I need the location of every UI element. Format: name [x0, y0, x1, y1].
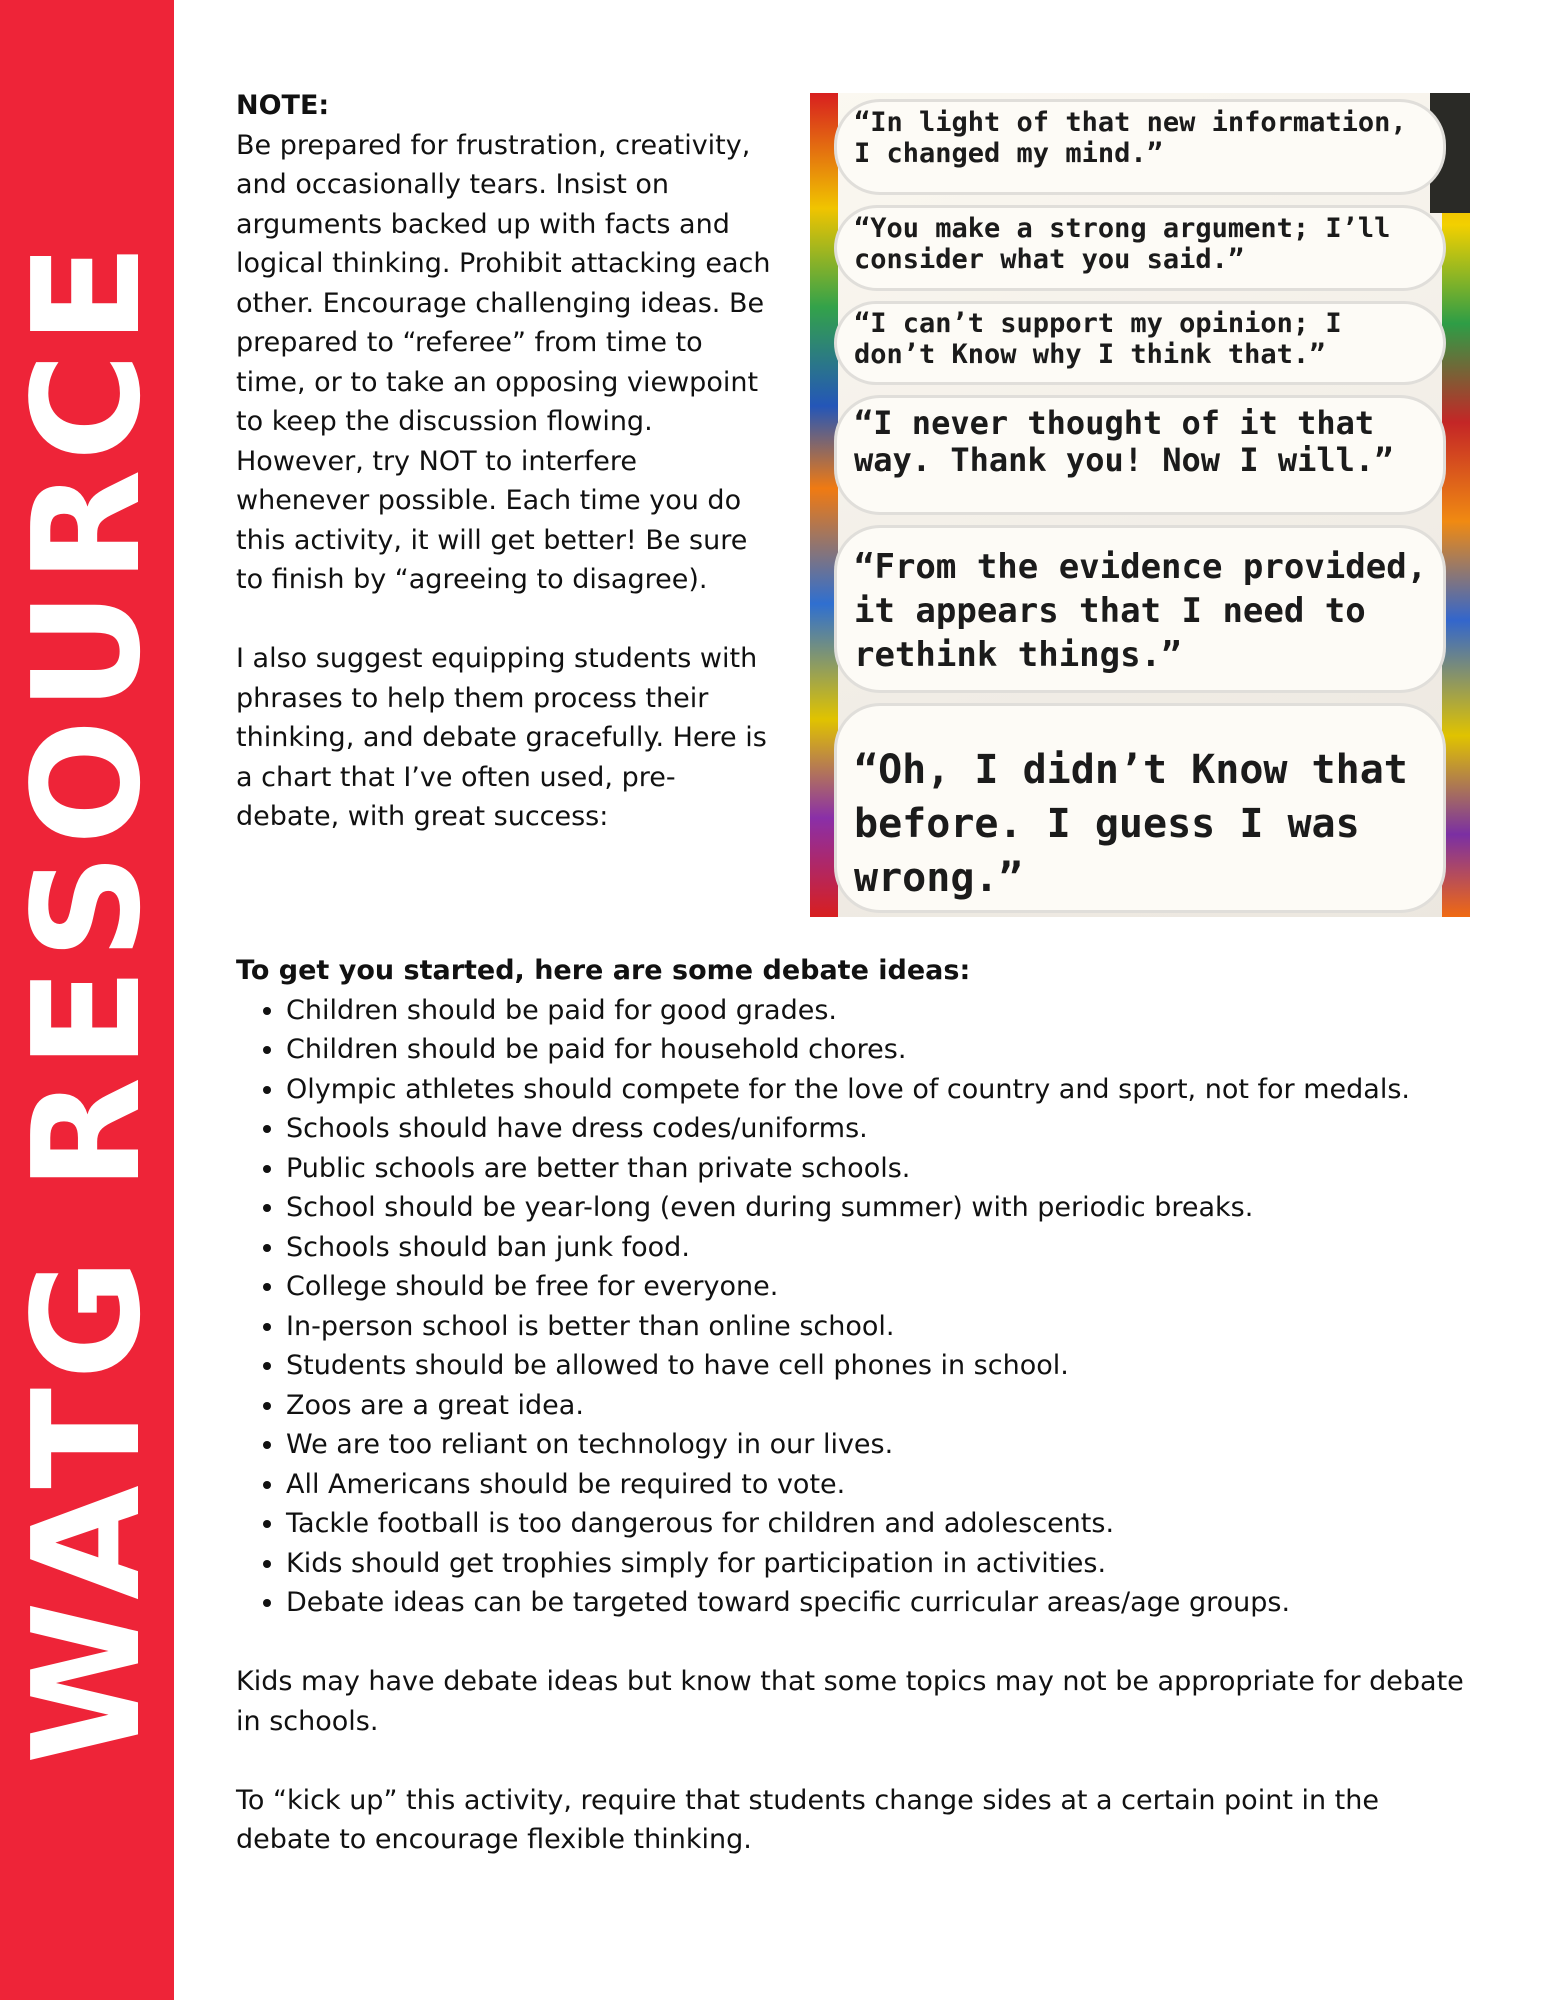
note-paragraph-phrases: I also suggest equipping students with phrases to help them process their thinking, and debate gracefully. Here is a chart that I’ve often used, pre-debate, with great success:: [236, 643, 767, 832]
chart-border-right: [1442, 93, 1470, 917]
phrase-text: “Oh, I didn’t Know that before. I guess I was wrong.”: [854, 747, 1408, 901]
list-item: • Students should be allowed to have cell phones in school.: [286, 1346, 1476, 1386]
list-item: • Schools should have dress codes/uniforms.: [286, 1109, 1476, 1149]
list-item: • Public schools are better than private schools.: [286, 1149, 1476, 1189]
spacer: [236, 1741, 1476, 1781]
phrase-text: “I never thought of it that way. Thank you! Now I will.”: [854, 404, 1394, 479]
list-item: • We are too reliant on technology in our lives.: [286, 1425, 1476, 1465]
phrase-text: “You make a strong argument; I’ll consider what you said.”: [854, 213, 1391, 276]
sidebar-title: WATG RESOURCE: [1, 235, 173, 1765]
spacer: [236, 600, 776, 640]
list-item: • Debate ideas can be targeted toward specific curricular areas/age groups.: [286, 1583, 1476, 1623]
phrase-text: “I can’t support my opinion; I don’t Know why I think that.”: [854, 308, 1342, 371]
closing-paragraph: To “kick up” this activity, require that students change sides at a certain point in the debate to encourage flexible thinking.: [236, 1784, 1379, 1855]
note-block: [236, 86, 776, 837]
list-item: • All Americans should be required to vote.: [286, 1465, 1476, 1505]
debate-phrases-chart-photo: [810, 93, 1470, 917]
closing-paragraph: Kids may have debate ideas but know that some topics may not be appropriate for debate in schools.: [236, 1666, 1464, 1737]
list-item: • Olympic athletes should compete for the love of country and sport, not for medals.: [286, 1070, 1476, 1110]
ideas-list: [236, 991, 1476, 1623]
list-item: • College should be free for everyone.: [286, 1267, 1476, 1307]
debate-ideas-section: [236, 951, 1476, 1860]
phrase-text: “From the evidence provided, it appears that I need to rethink things.”: [854, 547, 1428, 676]
list-item: • School should be year-long (even during summer) with periodic breaks.: [286, 1188, 1476, 1228]
list-item: • Schools should ban junk food.: [286, 1228, 1476, 1268]
list-item: • Kids should get trophies simply for participation in activities.: [286, 1544, 1476, 1584]
list-item: • In-person school is better than online school.: [286, 1307, 1476, 1347]
note-paragraph: Be prepared for frustration, creativity, and occasionally tears. Insist on arguments backed up with facts and logical thinking. Prohibit attacking each other. Encourage challenging ideas. Be prepared to “referee” from time to time, or to take an opposing viewpoint to keep the discussion flowing. However, try NOT to interfere whenever possible. Each time you do this activity, it will get better! Be sure to finish by “agreeing to disagree).: [236, 129, 771, 595]
ideas-heading: To get you started, here are some debate ideas:: [236, 955, 971, 986]
note-label: NOTE:: [236, 90, 330, 121]
list-item: • Tackle football is too dangerous for children and adolescents.: [286, 1504, 1476, 1544]
phrase-text: “In light of that new information, I changed my mind.”: [854, 107, 1407, 170]
spacer: [236, 1623, 1476, 1663]
list-item: • Zoos are a great idea.: [286, 1386, 1476, 1426]
list-item: • Children should be paid for good grades.: [286, 991, 1476, 1031]
list-item: • Children should be paid for household chores.: [286, 1030, 1476, 1070]
sidebar-banner: [0, 0, 174, 2000]
